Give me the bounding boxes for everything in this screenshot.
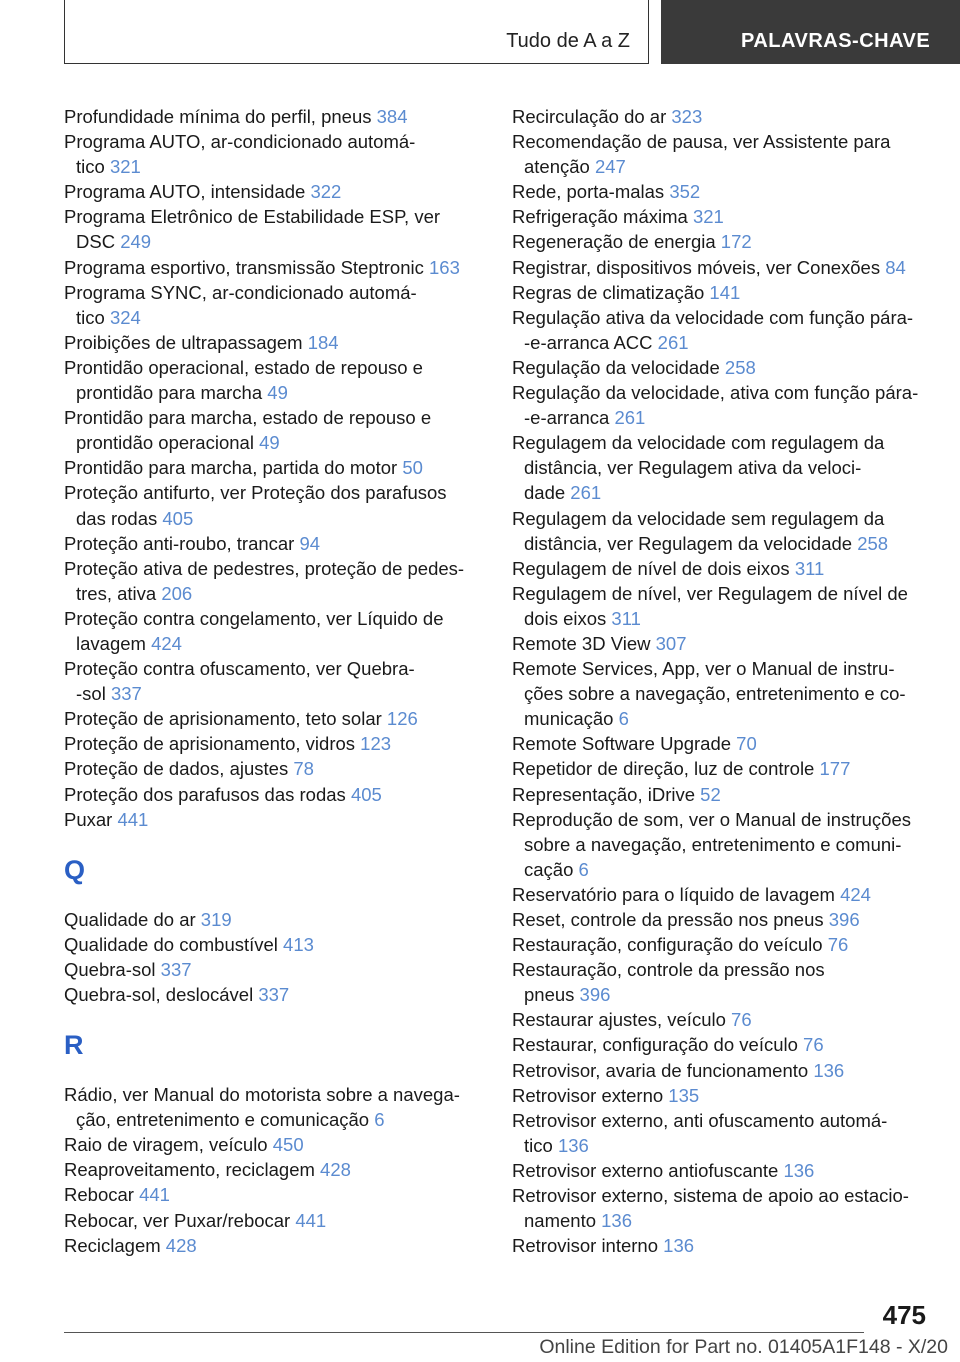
page-reference-link[interactable]: 84 — [885, 256, 906, 278]
page-reference-link[interactable]: 123 — [360, 733, 392, 755]
page-reference-link[interactable]: 136 — [601, 1210, 633, 1232]
index-entry-term: Restauração, controle da pressão nos pneus — [512, 959, 825, 1006]
index-entry — [512, 104, 932, 129]
page-reference-link[interactable]: 70 — [736, 733, 757, 755]
page-reference-link[interactable]: 136 — [663, 1235, 695, 1257]
index-entry — [512, 506, 932, 556]
index-entry-term: Rebocar, ver Puxar/rebocar — [64, 1209, 291, 1231]
index-entry — [64, 1157, 484, 1182]
page-reference-link[interactable]: 337 — [258, 984, 290, 1005]
page-reference-link[interactable]: 247 — [594, 156, 626, 178]
index-entry — [512, 782, 932, 807]
index-entry — [512, 430, 932, 505]
index-entry — [512, 1083, 932, 1108]
page-reference-link[interactable]: 78 — [293, 758, 314, 780]
page-reference-link[interactable]: 337 — [110, 683, 142, 705]
section-title: Tudo de A a Z — [506, 30, 630, 52]
page-reference-link[interactable]: 424 — [840, 883, 871, 905]
index-entry-term: Remote Software Upgrade — [512, 733, 732, 755]
index-entry — [64, 556, 484, 606]
index-entry-term: Rádio, ver Manual do motorista sobre a navega‐ ção, entretenimento e comunicação — [64, 1084, 460, 1131]
page-reference-link[interactable]: 258 — [724, 356, 756, 378]
index-entry-term: Remote Services, App, ver o Manual de instru‐ ções sobre a navegação, entretenimento e co‐ municação — [512, 658, 906, 730]
index-entry — [512, 957, 932, 1007]
index-entry — [64, 907, 484, 932]
index-entry — [64, 731, 484, 756]
page-reference-link[interactable]: 6 — [374, 1109, 385, 1131]
index-entry-term: Regulagem de nível, ver Regulagem de nível de dois eixos — [512, 582, 908, 629]
index-entry-term: Retrovisor externo, sistema de apoio ao estacio‐ namento — [512, 1185, 909, 1232]
page-reference-link[interactable]: 311 — [794, 557, 825, 579]
page-reference-link[interactable]: 76 — [803, 1034, 824, 1056]
header-tab — [64, 0, 649, 64]
index-entry-term: Raio de viragem, veículo — [64, 1134, 268, 1156]
index-entry-term: Rede, porta-malas — [512, 181, 665, 203]
footer-divider — [64, 1332, 864, 1333]
index-letter-heading: Q — [64, 854, 86, 885]
index-entry — [64, 1233, 484, 1258]
index-entry-term: Restauração, configuração do veículo — [512, 934, 823, 956]
index-entry — [64, 405, 484, 455]
index-entry-term: Proteção antifurto, ver Proteção dos parafusos das rodas — [64, 482, 447, 529]
index-entry-term: Retrovisor externo — [512, 1084, 664, 1106]
index-entry-term: Proteção contra congelamento, ver Líquido de lavagem — [64, 607, 444, 654]
index-entry — [64, 255, 484, 280]
index-entry — [512, 355, 932, 380]
index-entry — [64, 932, 484, 957]
index-entry-term: Repetidor de direção, luz de controle — [512, 758, 815, 780]
page-reference-link[interactable]: 50 — [402, 457, 423, 479]
page-reference-link[interactable]: 405 — [162, 507, 194, 529]
index-entry-term: Reprodução de som, ver o Manual de instruções sobre a navegação, entretenimento e comuni‐ cação — [512, 808, 911, 880]
index-entry — [64, 204, 484, 254]
index-entry — [512, 1007, 932, 1032]
index-entry-term: Proibições de ultrapassagem — [64, 331, 303, 353]
chapter-title: PALAVRAS-CHAVE — [741, 30, 931, 52]
page-reference-link[interactable]: 311 — [611, 607, 641, 629]
index-column-right — [512, 104, 932, 1258]
page-reference-link[interactable]: 307 — [655, 632, 687, 654]
index-entry — [64, 280, 484, 330]
index-entry-term: Retrovisor externo, anti ofuscamento automá‐ tico — [512, 1109, 888, 1156]
page-reference-link[interactable]: 49 — [259, 432, 280, 454]
index-entry — [512, 280, 932, 305]
page-reference-link[interactable]: 384 — [376, 106, 408, 127]
page-reference-link[interactable]: 249 — [120, 231, 152, 253]
index-entry — [512, 255, 932, 280]
index-entry — [512, 305, 932, 355]
page-reference-link[interactable]: 396 — [828, 909, 860, 930]
index-entry — [64, 104, 484, 129]
page-reference-link[interactable]: 177 — [819, 758, 851, 780]
page-reference-link[interactable]: 323 — [671, 106, 703, 127]
index-entry — [64, 807, 484, 832]
index-entry — [512, 882, 932, 907]
index-entry — [512, 229, 932, 254]
index-entry — [64, 531, 484, 556]
index-entry-term: Programa Eletrônico de Estabilidade ESP, ver DSC — [64, 206, 441, 253]
index-entry-term: Restaurar ajustes, veículo — [512, 1009, 726, 1031]
page-reference-link[interactable]: 184 — [307, 331, 339, 353]
index-entry — [64, 1208, 484, 1233]
page-reference-link[interactable]: 405 — [350, 783, 382, 805]
index-entry-term: Proteção de dados, ajustes — [64, 758, 289, 780]
page-reference-link[interactable]: 322 — [310, 181, 342, 203]
index-entry-term: Reciclagem — [64, 1234, 161, 1256]
index-entry — [512, 731, 932, 756]
index-entry-term: Programa esportivo, transmissão Steptronic — [64, 256, 424, 278]
page-reference-link[interactable]: 321 — [109, 156, 141, 178]
index-entry-term: Regulagem da velocidade sem regulagem da distância, ver Regulagem da velocidade — [512, 507, 885, 554]
index-entry — [64, 706, 484, 731]
index-entry — [64, 756, 484, 781]
page-reference-link[interactable]: 172 — [720, 231, 752, 253]
index-entry-term: Prontidão operacional, estado de repouso e prontidão para marcha — [64, 356, 423, 404]
page-reference-link[interactable]: 352 — [669, 181, 701, 203]
index-entry — [64, 656, 484, 706]
index-entry — [512, 556, 932, 581]
index-entry — [64, 330, 484, 355]
index-entry-term: Representação, iDrive — [512, 783, 696, 805]
page-reference-link[interactable]: 319 — [200, 908, 232, 930]
page-reference-link[interactable]: 136 — [557, 1134, 589, 1156]
page-reference-link[interactable]: 126 — [386, 708, 418, 730]
index-entry-term: Regulagem da velocidade com regulagem da distância, ver Regulagem ativa da veloci‐ dade — [512, 432, 885, 504]
index-entry-term: Quebra-sol, deslocável — [64, 984, 254, 1005]
index-entry — [512, 129, 932, 179]
index-entry-term: Regulação da velocidade, ativa com função pára‐ -e-arranca — [512, 382, 919, 429]
index-entry-term: Proteção de aprisionamento, teto solar — [64, 708, 382, 730]
index-entry — [64, 1082, 484, 1132]
index-entry — [512, 179, 932, 204]
page-reference-link[interactable]: 450 — [272, 1134, 304, 1156]
index-entry — [64, 480, 484, 530]
page-reference-link[interactable]: 428 — [320, 1159, 351, 1181]
index-entry — [64, 1182, 484, 1207]
index-entry-term: Programa AUTO, ar-condicionado automá‐ tico — [64, 131, 416, 178]
index-entry-term: Rebocar — [64, 1184, 134, 1206]
index-entry — [64, 129, 484, 179]
page-reference-link[interactable]: 52 — [700, 783, 721, 805]
index-entry-term: Puxar — [64, 808, 113, 830]
page-reference-link[interactable]: 135 — [668, 1084, 700, 1106]
index-entry-term: Recirculação do ar — [512, 106, 667, 127]
page-reference-link[interactable]: 49 — [267, 382, 288, 404]
page-reference-link[interactable]: 163 — [429, 256, 460, 278]
index-entry — [512, 204, 932, 229]
index-entry-term: Refrigeração máxima — [512, 206, 688, 228]
index-entry-term: Reset, controle da pressão nos pneus — [512, 909, 824, 930]
page-reference-link[interactable]: 321 — [692, 206, 724, 228]
index-entry — [512, 1233, 932, 1258]
index-entry — [64, 355, 484, 405]
page-reference-link[interactable]: 76 — [827, 934, 849, 956]
index-entry — [512, 1158, 932, 1183]
page-reference-link[interactable]: 136 — [783, 1159, 815, 1181]
index-entry — [64, 606, 484, 656]
index-entry-term: Proteção dos parafusos das rodas — [64, 783, 346, 805]
page-reference-link[interactable]: 261 — [570, 482, 602, 504]
index-entry-term: Registrar, dispositivos móveis, ver Conexões — [512, 256, 881, 278]
index-entry-term: Proteção contra ofuscamento, ver Quebra‐ -sol — [64, 658, 415, 705]
index-entry — [64, 982, 484, 1007]
index-entry-term: Regulagem de nível de dois eixos — [512, 557, 790, 579]
page-reference-link[interactable]: 428 — [165, 1234, 197, 1256]
page-reference-link[interactable]: 261 — [614, 407, 646, 429]
index-entry-term: Restaurar, configuração do veículo — [512, 1034, 798, 1056]
index-entry-term: Reservatório para o líquido de lavagem — [512, 883, 835, 905]
page-reference-link[interactable]: 441 — [139, 1184, 170, 1206]
index-entry-term: Profundidade mínima do perfil, pneus — [64, 106, 372, 127]
index-entry — [512, 380, 932, 430]
page-reference-link[interactable]: 441 — [117, 808, 149, 830]
index-entry — [512, 756, 932, 781]
page-number: 475 — [882, 1300, 926, 1330]
index-entry-term: Regulação da velocidade — [512, 356, 720, 378]
index-entry-term: Remote 3D View — [512, 632, 651, 654]
index-entry — [512, 1032, 932, 1057]
index-entry-term: Quebra-sol — [64, 958, 156, 980]
index-entry — [512, 656, 932, 731]
index-entry — [512, 1058, 932, 1083]
index-entry-term: Regras de climatização — [512, 281, 705, 303]
index-entry-term: Proteção ativa de pedestres, proteção de pedes‐ tres, ativa — [64, 557, 465, 604]
chapter-tab — [661, 0, 960, 64]
page-reference-link[interactable]: 324 — [109, 306, 141, 328]
index-entry-term: Proteção de aprisionamento, vidros — [64, 733, 356, 755]
page-reference-link[interactable]: 337 — [160, 958, 192, 980]
page-reference-link[interactable]: 441 — [295, 1209, 327, 1231]
page-reference-link[interactable]: 261 — [657, 331, 689, 353]
index-entry-term: Proteção anti-roubo, trancar — [64, 532, 295, 554]
index-entry-term: Prontidão para marcha, estado de repouso e prontidão operacional — [64, 407, 432, 454]
index-entry — [64, 179, 484, 204]
page-reference-link[interactable]: 76 — [731, 1009, 752, 1031]
page-reference-link[interactable]: 6 — [578, 858, 589, 880]
index-entry-term: Retrovisor interno — [512, 1235, 659, 1257]
index-entry-term: Regeneração de energia — [512, 231, 716, 253]
page-reference-link[interactable]: 413 — [283, 933, 314, 955]
index-entry — [512, 631, 932, 656]
index-entry — [512, 1183, 932, 1233]
index-entry — [64, 782, 484, 807]
page-reference-link[interactable]: 258 — [857, 532, 889, 554]
index-entry — [512, 807, 932, 882]
index-column-left — [64, 104, 484, 1258]
index-entry-term: Programa SYNC, ar-condicionado automá‐ tico — [64, 281, 417, 328]
index-entry — [64, 455, 484, 480]
index-entry-term: Qualidade do ar — [64, 908, 196, 930]
index-entry — [64, 957, 484, 982]
page-reference-link[interactable]: 424 — [151, 632, 182, 654]
index-entry — [512, 932, 932, 957]
index-entry-term: Qualidade do combustível — [64, 933, 278, 955]
page-reference-link[interactable]: 6 — [618, 708, 629, 730]
page-reference-link[interactable]: 206 — [161, 582, 193, 604]
index-entry — [512, 581, 932, 631]
index-entry-term: Programa AUTO, intensidade — [64, 181, 306, 203]
index-entry — [512, 1108, 932, 1158]
index-entry — [64, 1132, 484, 1157]
index-entry — [512, 907, 932, 932]
index-entry-term: Reaproveitamento, reciclagem — [64, 1159, 315, 1181]
page-reference-link[interactable]: 141 — [709, 281, 741, 303]
index-entry-term: Retrovisor, avaria de funcionamento — [512, 1059, 809, 1081]
index-entry-term: Prontidão para marcha, partida do motor — [64, 457, 398, 479]
index-entry-term: Regulação ativa da velocidade com função pára‐ -e-arranca ACC — [512, 306, 914, 353]
index-entry-term: Recomendação de pausa, ver Assistente para atenção — [512, 131, 891, 178]
page-reference-link[interactable]: 94 — [299, 532, 321, 554]
page-reference-link[interactable]: 136 — [813, 1059, 845, 1081]
index-letter-heading: R — [64, 1030, 84, 1061]
footer-edition: Online Edition for Part no. 01405A1F148 - X/20 — [539, 1336, 948, 1358]
page-reference-link[interactable]: 396 — [579, 984, 611, 1006]
index-entry-term: Retrovisor externo antiofuscante — [512, 1159, 779, 1181]
